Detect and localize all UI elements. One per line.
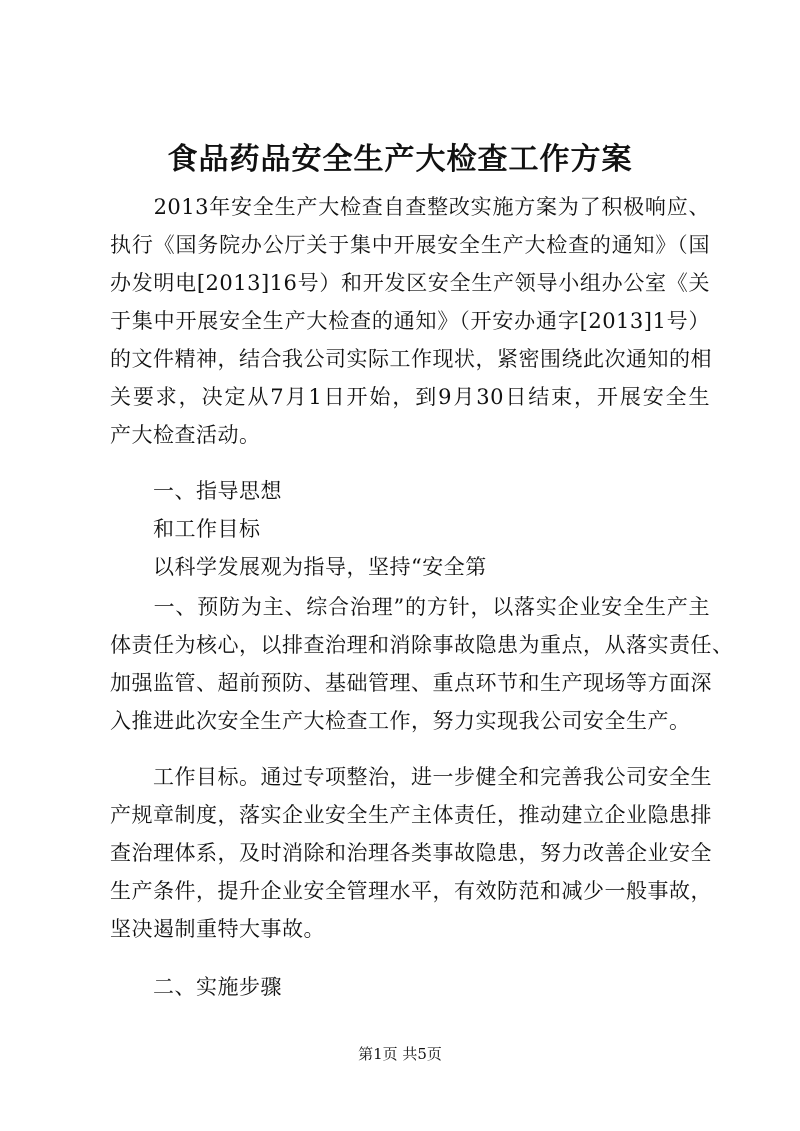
paragraph-line: 以科学发展观为指导，坚持“安全第 (110, 555, 487, 579)
paragraph-line: 入推进此次安全生产大检查工作，努力实现我公司安全生产。 (110, 709, 691, 733)
section-heading: 二、实施步骤 (110, 975, 282, 999)
paragraph-line: 2013年安全生产大检查自查整改实施方案为了积极响应、 (110, 195, 710, 219)
paragraph-line: 的文件精神，结合我公司实际工作现状，紧密围绕此次通知的相 (110, 347, 712, 371)
paragraph-line: 加强监管、超前预防、基础管理、重点环节和生产现场等方面深 (110, 671, 712, 695)
paragraph-line: 关要求，决定从7月1日开始，到9月30日结束，开展安全生 (110, 385, 710, 409)
page-footer: 第1页 共5页 (358, 1045, 442, 1063)
paragraph-line: 执行《国务院办公厅关于集中开展安全生产大检查的通知》（国 (110, 233, 710, 257)
paragraph-line: 一、预防为主、综合治理”的方针，以落实企业安全生产主 (110, 595, 710, 619)
paragraph-line: 产规章制度，落实企业安全生产主体责任，推动建立企业隐患排 (110, 803, 712, 827)
paragraph-line: 生产条件，提升企业安全管理水平，有效防范和减少一般事故， (110, 879, 712, 903)
paragraph-line: 查治理体系，及时消除和治理各类事故隐患，努力改善企业安全 (110, 841, 712, 865)
paragraph-line: 坚决遏制重特大事故。 (110, 917, 325, 941)
paragraph-line: 办发明电[2013]16号）和开发区安全生产领导小组办公室《关 (110, 271, 710, 295)
paragraph-line: 于集中开展安全生产大检查的通知》（开安办通字[2013]1号） (110, 309, 710, 333)
section-heading: 和工作目标 (110, 517, 261, 541)
paragraph-line: 产大检查活动。 (110, 423, 261, 447)
section-heading: 一、指导思想 (110, 479, 282, 503)
document-title: 食品药品安全生产大检查工作方案 (167, 142, 633, 177)
paragraph-line: 体责任为核心，以排查治理和消除事故隐患为重点，从落实责任、 (110, 633, 734, 657)
paragraph-line: 工作目标。通过专项整治，进一步健全和完善我公司安全生 (110, 765, 712, 789)
